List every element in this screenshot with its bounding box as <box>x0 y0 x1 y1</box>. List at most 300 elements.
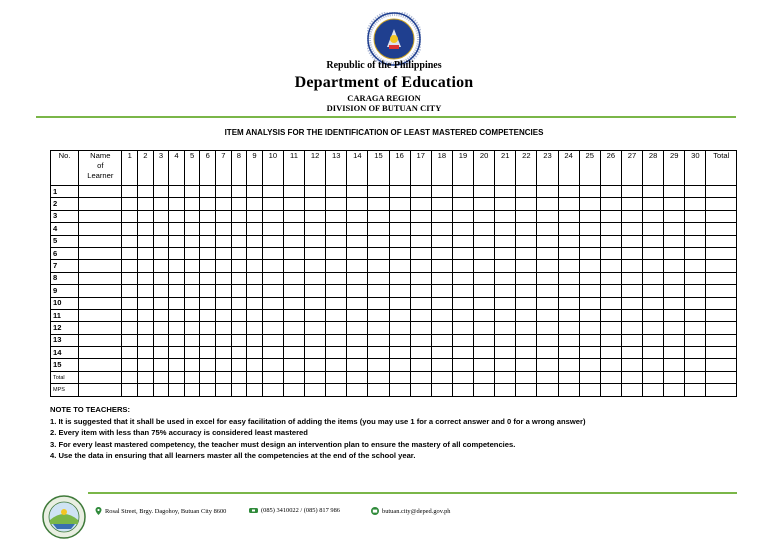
table-cell[interactable] <box>283 247 304 259</box>
table-cell[interactable] <box>452 285 473 297</box>
table-cell[interactable] <box>389 334 410 346</box>
table-cell[interactable] <box>621 384 642 396</box>
table-cell[interactable] <box>262 359 283 371</box>
table-cell[interactable] <box>621 235 642 247</box>
table-cell[interactable] <box>685 371 706 383</box>
table-cell[interactable] <box>664 334 685 346</box>
table-cell[interactable] <box>305 235 326 247</box>
table-cell[interactable] <box>231 210 247 222</box>
table-cell[interactable] <box>579 359 600 371</box>
table-cell[interactable] <box>231 334 247 346</box>
table-cell[interactable] <box>368 285 389 297</box>
table-cell[interactable] <box>410 235 431 247</box>
table-cell[interactable] <box>516 235 537 247</box>
table-cell[interactable] <box>169 384 185 396</box>
table-cell[interactable] <box>431 210 452 222</box>
table-cell[interactable] <box>621 334 642 346</box>
table-cell[interactable] <box>431 347 452 359</box>
table-cell[interactable] <box>247 371 263 383</box>
table-cell[interactable] <box>621 223 642 235</box>
table-cell[interactable] <box>410 309 431 321</box>
table-cell[interactable] <box>184 210 200 222</box>
table-cell[interactable] <box>79 186 122 198</box>
table-cell[interactable] <box>537 198 558 210</box>
table-cell[interactable] <box>664 285 685 297</box>
table-cell[interactable] <box>153 210 169 222</box>
table-cell[interactable] <box>368 223 389 235</box>
table-cell[interactable] <box>200 186 216 198</box>
table-cell[interactable] <box>305 384 326 396</box>
table-cell[interactable] <box>169 210 185 222</box>
table-cell[interactable] <box>153 309 169 321</box>
table-cell[interactable] <box>153 223 169 235</box>
table-cell[interactable] <box>685 198 706 210</box>
table-cell[interactable] <box>558 247 579 259</box>
table-cell[interactable] <box>431 297 452 309</box>
table-cell[interactable] <box>558 235 579 247</box>
table-cell[interactable] <box>685 347 706 359</box>
table-cell[interactable] <box>452 235 473 247</box>
table-cell[interactable] <box>326 384 347 396</box>
table-cell[interactable] <box>558 223 579 235</box>
table-cell[interactable] <box>621 309 642 321</box>
table-cell[interactable] <box>706 210 737 222</box>
table-cell[interactable] <box>537 384 558 396</box>
table-cell[interactable] <box>516 371 537 383</box>
table-cell[interactable] <box>643 322 664 334</box>
table-cell[interactable] <box>326 198 347 210</box>
table-cell[interactable] <box>138 347 154 359</box>
table-cell[interactable] <box>247 223 263 235</box>
table-cell[interactable] <box>431 198 452 210</box>
table-cell[interactable] <box>600 223 621 235</box>
table-cell[interactable] <box>368 384 389 396</box>
table-cell[interactable] <box>600 210 621 222</box>
table-cell[interactable] <box>247 347 263 359</box>
table-cell[interactable] <box>558 210 579 222</box>
table-cell[interactable] <box>184 223 200 235</box>
table-cell[interactable] <box>184 285 200 297</box>
table-cell[interactable] <box>326 334 347 346</box>
table-cell[interactable] <box>685 186 706 198</box>
table-cell[interactable] <box>262 186 283 198</box>
table-cell[interactable] <box>200 235 216 247</box>
table-cell[interactable] <box>326 297 347 309</box>
table-cell[interactable] <box>621 198 642 210</box>
table-cell[interactable] <box>389 347 410 359</box>
table-cell[interactable] <box>305 322 326 334</box>
table-cell[interactable] <box>216 198 232 210</box>
table-cell[interactable] <box>389 260 410 272</box>
table-cell[interactable] <box>389 371 410 383</box>
table-cell[interactable] <box>600 347 621 359</box>
table-cell[interactable] <box>474 347 495 359</box>
table-cell[interactable] <box>184 334 200 346</box>
table-cell[interactable] <box>600 198 621 210</box>
table-cell[interactable] <box>621 285 642 297</box>
table-cell[interactable] <box>389 359 410 371</box>
table-cell[interactable] <box>79 322 122 334</box>
table-cell[interactable] <box>169 285 185 297</box>
table-cell[interactable] <box>138 260 154 272</box>
table-cell[interactable] <box>184 198 200 210</box>
table-cell[interactable] <box>474 297 495 309</box>
table-cell[interactable] <box>79 297 122 309</box>
table-cell[interactable] <box>621 247 642 259</box>
table-cell[interactable] <box>643 384 664 396</box>
table-cell[interactable] <box>231 186 247 198</box>
table-cell[interactable] <box>410 260 431 272</box>
table-cell[interactable] <box>231 322 247 334</box>
table-cell[interactable] <box>200 198 216 210</box>
table-cell[interactable] <box>431 371 452 383</box>
table-cell[interactable] <box>262 223 283 235</box>
table-cell[interactable] <box>495 260 516 272</box>
table-cell[interactable] <box>283 322 304 334</box>
table-cell[interactable] <box>516 285 537 297</box>
table-cell[interactable] <box>431 223 452 235</box>
table-cell[interactable] <box>452 334 473 346</box>
table-cell[interactable] <box>79 260 122 272</box>
table-cell[interactable] <box>184 309 200 321</box>
table-cell[interactable] <box>200 371 216 383</box>
table-cell[interactable] <box>231 371 247 383</box>
table-cell[interactable] <box>138 322 154 334</box>
table-cell[interactable] <box>347 359 368 371</box>
table-cell[interactable] <box>200 297 216 309</box>
table-cell[interactable] <box>643 309 664 321</box>
table-cell[interactable] <box>283 334 304 346</box>
table-cell[interactable] <box>347 384 368 396</box>
table-cell[interactable] <box>368 371 389 383</box>
table-cell[interactable] <box>122 322 138 334</box>
table-cell[interactable] <box>262 272 283 284</box>
table-cell[interactable] <box>216 371 232 383</box>
table-cell[interactable] <box>706 297 737 309</box>
table-cell[interactable] <box>169 247 185 259</box>
table-cell[interactable] <box>474 285 495 297</box>
table-cell[interactable] <box>452 210 473 222</box>
table-cell[interactable] <box>200 309 216 321</box>
table-cell[interactable] <box>706 384 737 396</box>
table-cell[interactable] <box>452 247 473 259</box>
table-cell[interactable] <box>495 309 516 321</box>
table-cell[interactable] <box>326 359 347 371</box>
table-cell[interactable] <box>138 384 154 396</box>
table-cell[interactable] <box>122 309 138 321</box>
table-cell[interactable] <box>706 260 737 272</box>
table-cell[interactable] <box>231 235 247 247</box>
table-cell[interactable] <box>706 285 737 297</box>
table-cell[interactable] <box>122 210 138 222</box>
table-cell[interactable] <box>685 223 706 235</box>
table-cell[interactable] <box>138 309 154 321</box>
table-cell[interactable] <box>537 297 558 309</box>
table-cell[interactable] <box>122 334 138 346</box>
table-cell[interactable] <box>558 297 579 309</box>
table-cell[interactable] <box>138 247 154 259</box>
table-cell[interactable] <box>495 247 516 259</box>
table-cell[interactable] <box>431 235 452 247</box>
table-cell[interactable] <box>262 297 283 309</box>
table-cell[interactable] <box>495 198 516 210</box>
table-cell[interactable] <box>537 235 558 247</box>
table-cell[interactable] <box>347 297 368 309</box>
table-cell[interactable] <box>153 247 169 259</box>
table-cell[interactable] <box>621 272 642 284</box>
table-cell[interactable] <box>579 235 600 247</box>
table-cell[interactable] <box>326 260 347 272</box>
table-cell[interactable] <box>347 272 368 284</box>
table-cell[interactable] <box>600 272 621 284</box>
table-cell[interactable] <box>231 384 247 396</box>
table-cell[interactable] <box>153 198 169 210</box>
table-cell[interactable] <box>664 223 685 235</box>
table-cell[interactable] <box>169 297 185 309</box>
table-cell[interactable] <box>216 285 232 297</box>
table-cell[interactable] <box>200 359 216 371</box>
table-cell[interactable] <box>169 272 185 284</box>
table-cell[interactable] <box>216 235 232 247</box>
table-cell[interactable] <box>558 384 579 396</box>
table-cell[interactable] <box>216 309 232 321</box>
table-cell[interactable] <box>122 186 138 198</box>
table-cell[interactable] <box>153 297 169 309</box>
table-cell[interactable] <box>216 223 232 235</box>
table-cell[interactable] <box>452 272 473 284</box>
table-cell[interactable] <box>474 322 495 334</box>
table-cell[interactable] <box>200 272 216 284</box>
table-cell[interactable] <box>138 272 154 284</box>
table-cell[interactable] <box>389 223 410 235</box>
table-cell[interactable] <box>283 235 304 247</box>
table-cell[interactable] <box>122 260 138 272</box>
table-cell[interactable] <box>537 309 558 321</box>
table-cell[interactable] <box>79 235 122 247</box>
table-cell[interactable] <box>558 334 579 346</box>
table-cell[interactable] <box>643 260 664 272</box>
table-cell[interactable] <box>495 371 516 383</box>
table-cell[interactable] <box>231 309 247 321</box>
table-cell[interactable] <box>579 260 600 272</box>
table-cell[interactable] <box>326 285 347 297</box>
table-cell[interactable] <box>247 247 263 259</box>
table-cell[interactable] <box>516 198 537 210</box>
table-cell[interactable] <box>262 198 283 210</box>
table-cell[interactable] <box>153 371 169 383</box>
table-cell[interactable] <box>305 359 326 371</box>
table-cell[interactable] <box>621 347 642 359</box>
table-cell[interactable] <box>600 322 621 334</box>
table-cell[interactable] <box>706 198 737 210</box>
table-cell[interactable] <box>664 260 685 272</box>
table-cell[interactable] <box>706 235 737 247</box>
table-cell[interactable] <box>347 247 368 259</box>
table-cell[interactable] <box>516 247 537 259</box>
table-cell[interactable] <box>247 384 263 396</box>
table-cell[interactable] <box>169 347 185 359</box>
table-cell[interactable] <box>368 198 389 210</box>
table-cell[interactable] <box>169 235 185 247</box>
table-cell[interactable] <box>410 210 431 222</box>
table-cell[interactable] <box>537 334 558 346</box>
table-cell[interactable] <box>474 384 495 396</box>
table-cell[interactable] <box>326 223 347 235</box>
table-cell[interactable] <box>184 297 200 309</box>
table-cell[interactable] <box>643 297 664 309</box>
table-cell[interactable] <box>138 223 154 235</box>
table-cell[interactable] <box>305 285 326 297</box>
table-cell[interactable] <box>184 260 200 272</box>
table-cell[interactable] <box>706 247 737 259</box>
table-cell[interactable] <box>347 223 368 235</box>
table-cell[interactable] <box>685 309 706 321</box>
table-cell[interactable] <box>431 260 452 272</box>
table-cell[interactable] <box>431 384 452 396</box>
table-cell[interactable] <box>231 223 247 235</box>
table-cell[interactable] <box>122 297 138 309</box>
table-cell[interactable] <box>537 285 558 297</box>
table-cell[interactable] <box>474 272 495 284</box>
table-cell[interactable] <box>600 247 621 259</box>
table-cell[interactable] <box>558 272 579 284</box>
table-cell[interactable] <box>283 198 304 210</box>
table-cell[interactable] <box>326 347 347 359</box>
table-cell[interactable] <box>685 260 706 272</box>
table-cell[interactable] <box>431 272 452 284</box>
table-cell[interactable] <box>283 285 304 297</box>
table-cell[interactable] <box>347 235 368 247</box>
table-cell[interactable] <box>579 272 600 284</box>
table-cell[interactable] <box>389 322 410 334</box>
table-cell[interactable] <box>431 247 452 259</box>
table-cell[interactable] <box>410 384 431 396</box>
table-cell[interactable] <box>200 247 216 259</box>
table-cell[interactable] <box>600 285 621 297</box>
table-cell[interactable] <box>200 347 216 359</box>
table-cell[interactable] <box>474 198 495 210</box>
table-cell[interactable] <box>537 272 558 284</box>
table-cell[interactable] <box>664 322 685 334</box>
table-cell[interactable] <box>326 371 347 383</box>
table-cell[interactable] <box>326 309 347 321</box>
table-cell[interactable] <box>474 223 495 235</box>
table-cell[interactable] <box>122 285 138 297</box>
table-cell[interactable] <box>452 359 473 371</box>
table-cell[interactable] <box>184 272 200 284</box>
table-cell[interactable] <box>495 347 516 359</box>
table-cell[interactable] <box>368 186 389 198</box>
table-cell[interactable] <box>368 297 389 309</box>
table-cell[interactable] <box>452 186 473 198</box>
table-cell[interactable] <box>706 359 737 371</box>
table-cell[interactable] <box>389 285 410 297</box>
table-cell[interactable] <box>122 247 138 259</box>
table-cell[interactable] <box>216 272 232 284</box>
table-cell[interactable] <box>247 260 263 272</box>
table-cell[interactable] <box>685 322 706 334</box>
table-cell[interactable] <box>122 223 138 235</box>
table-cell[interactable] <box>621 297 642 309</box>
table-cell[interactable] <box>138 297 154 309</box>
table-cell[interactable] <box>643 247 664 259</box>
table-cell[interactable] <box>621 210 642 222</box>
table-cell[interactable] <box>410 359 431 371</box>
table-cell[interactable] <box>231 198 247 210</box>
table-cell[interactable] <box>579 309 600 321</box>
table-cell[interactable] <box>685 384 706 396</box>
table-cell[interactable] <box>600 186 621 198</box>
table-cell[interactable] <box>247 334 263 346</box>
table-cell[interactable] <box>283 272 304 284</box>
table-cell[interactable] <box>79 272 122 284</box>
table-cell[interactable] <box>326 186 347 198</box>
table-cell[interactable] <box>516 210 537 222</box>
table-cell[interactable] <box>558 198 579 210</box>
table-cell[interactable] <box>452 322 473 334</box>
table-cell[interactable] <box>283 210 304 222</box>
table-cell[interactable] <box>169 334 185 346</box>
table-cell[interactable] <box>347 309 368 321</box>
table-cell[interactable] <box>643 285 664 297</box>
table-cell[interactable] <box>184 371 200 383</box>
table-cell[interactable] <box>389 198 410 210</box>
table-cell[interactable] <box>579 322 600 334</box>
table-cell[interactable] <box>537 371 558 383</box>
table-cell[interactable] <box>79 210 122 222</box>
table-cell[interactable] <box>579 247 600 259</box>
table-cell[interactable] <box>516 334 537 346</box>
table-cell[interactable] <box>474 186 495 198</box>
table-cell[interactable] <box>706 347 737 359</box>
table-cell[interactable] <box>537 347 558 359</box>
table-cell[interactable] <box>347 260 368 272</box>
table-cell[interactable] <box>153 272 169 284</box>
table-cell[interactable] <box>516 186 537 198</box>
table-cell[interactable] <box>389 235 410 247</box>
table-cell[interactable] <box>706 309 737 321</box>
table-cell[interactable] <box>347 322 368 334</box>
table-cell[interactable] <box>600 384 621 396</box>
table-cell[interactable] <box>262 235 283 247</box>
table-cell[interactable] <box>685 297 706 309</box>
table-cell[interactable] <box>169 309 185 321</box>
table-cell[interactable] <box>516 347 537 359</box>
table-cell[interactable] <box>231 247 247 259</box>
table-cell[interactable] <box>431 322 452 334</box>
table-cell[interactable] <box>495 334 516 346</box>
table-cell[interactable] <box>516 309 537 321</box>
table-cell[interactable] <box>516 359 537 371</box>
table-cell[interactable] <box>431 359 452 371</box>
table-cell[interactable] <box>452 223 473 235</box>
table-cell[interactable] <box>305 247 326 259</box>
table-cell[interactable] <box>431 334 452 346</box>
table-cell[interactable] <box>558 309 579 321</box>
table-cell[interactable] <box>431 186 452 198</box>
table-cell[interactable] <box>410 186 431 198</box>
table-cell[interactable] <box>643 198 664 210</box>
table-cell[interactable] <box>579 334 600 346</box>
table-cell[interactable] <box>495 235 516 247</box>
table-cell[interactable] <box>153 334 169 346</box>
table-cell[interactable] <box>200 285 216 297</box>
table-cell[interactable] <box>474 334 495 346</box>
table-cell[interactable] <box>305 297 326 309</box>
table-cell[interactable] <box>474 235 495 247</box>
table-cell[interactable] <box>169 371 185 383</box>
table-cell[interactable] <box>305 260 326 272</box>
